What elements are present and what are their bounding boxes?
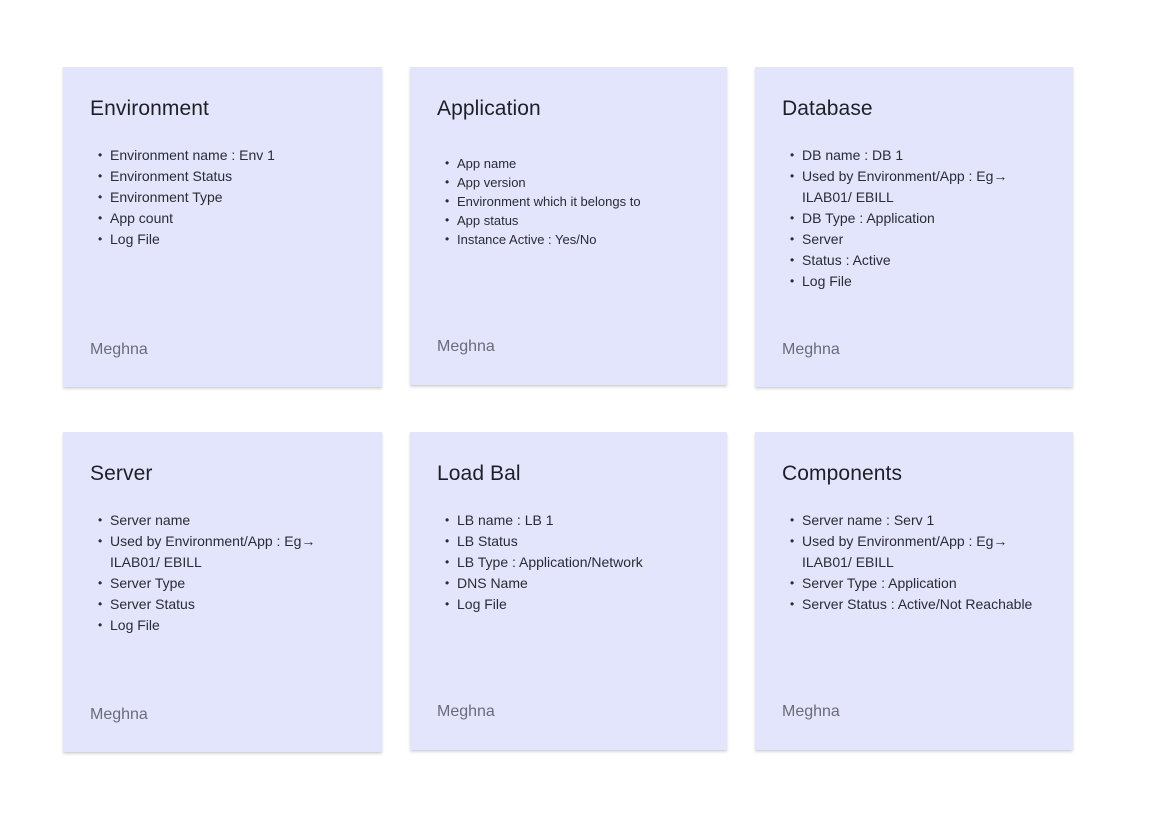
card-item-list xyxy=(445,510,707,615)
card-item-list xyxy=(790,510,1052,615)
list-item: • Environment which it belongs to xyxy=(445,194,641,209)
list-item: • DB name : DB 1 xyxy=(790,147,904,163)
sticky-note-database[interactable] xyxy=(755,67,1073,387)
list-item: • Log File xyxy=(445,596,507,612)
list-item: • LB Type : Application/Network xyxy=(445,554,643,570)
sticky-note-environment[interactable] xyxy=(63,67,382,387)
card-author: Meghna xyxy=(90,706,148,723)
list-item: • App version xyxy=(445,175,526,190)
list-item: • Instance Active : Yes/No xyxy=(445,232,597,247)
card-author: Meghna xyxy=(782,703,840,720)
list-item: • Used by Environment/App : Eg→ ILAB01/ EBILL xyxy=(98,533,316,570)
list-item: • Server Type xyxy=(98,575,186,591)
list-item: • Server name : Serv 1 xyxy=(790,512,935,528)
list-item: • LB name : LB 1 xyxy=(445,512,554,528)
list-item: • Server Type : Application xyxy=(790,575,957,591)
sticky-note-server[interactable] xyxy=(63,432,382,752)
card-title: Environment xyxy=(90,97,209,120)
list-item: • DB Type : Application xyxy=(790,210,935,226)
list-item: • Environment Status xyxy=(98,168,233,184)
list-item: • Used by Environment/App : Eg→ ILAB01/ EBILL xyxy=(790,533,1008,570)
card-title: Components xyxy=(782,462,903,485)
card-title: Server xyxy=(90,462,153,485)
list-item: • Log File xyxy=(98,617,160,633)
list-item: • Environment name : Env 1 xyxy=(98,147,275,163)
card-author: Meghna xyxy=(437,338,495,355)
list-item: • Status : Active xyxy=(790,252,891,268)
card-item-list xyxy=(790,145,1052,292)
list-item: • Server xyxy=(790,231,844,247)
card-author: Meghna xyxy=(90,341,148,358)
list-item: • Log File xyxy=(790,273,852,289)
list-item: • App status xyxy=(445,213,519,228)
list-item: • Server Status : Active/Not Reachable xyxy=(790,596,1033,612)
list-item: • DNS Name xyxy=(445,575,528,591)
list-item: • LB Status xyxy=(445,533,518,549)
list-item: • Used by Environment/App : Eg→ ILAB01/ EBILL xyxy=(790,168,1008,205)
card-item-list xyxy=(98,145,360,250)
card-title: Load Bal xyxy=(437,462,521,485)
card-item-list xyxy=(98,510,360,636)
card-author: Meghna xyxy=(782,341,840,358)
card-author: Meghna xyxy=(437,703,495,720)
sticky-note-load-balancer[interactable] xyxy=(410,432,727,750)
list-item: • Server Status xyxy=(98,596,195,612)
list-item: • App name xyxy=(445,156,517,171)
card-item-list xyxy=(445,154,712,249)
sticky-note-components[interactable] xyxy=(755,432,1073,750)
sticky-note-application[interactable] xyxy=(410,67,727,385)
card-title: Application xyxy=(437,97,541,120)
list-item: • Server name xyxy=(98,512,191,528)
list-item: • Environment Type xyxy=(98,189,223,205)
list-item: • Log File xyxy=(98,231,160,247)
card-title: Database xyxy=(782,97,873,120)
list-item: • App count xyxy=(98,210,174,226)
